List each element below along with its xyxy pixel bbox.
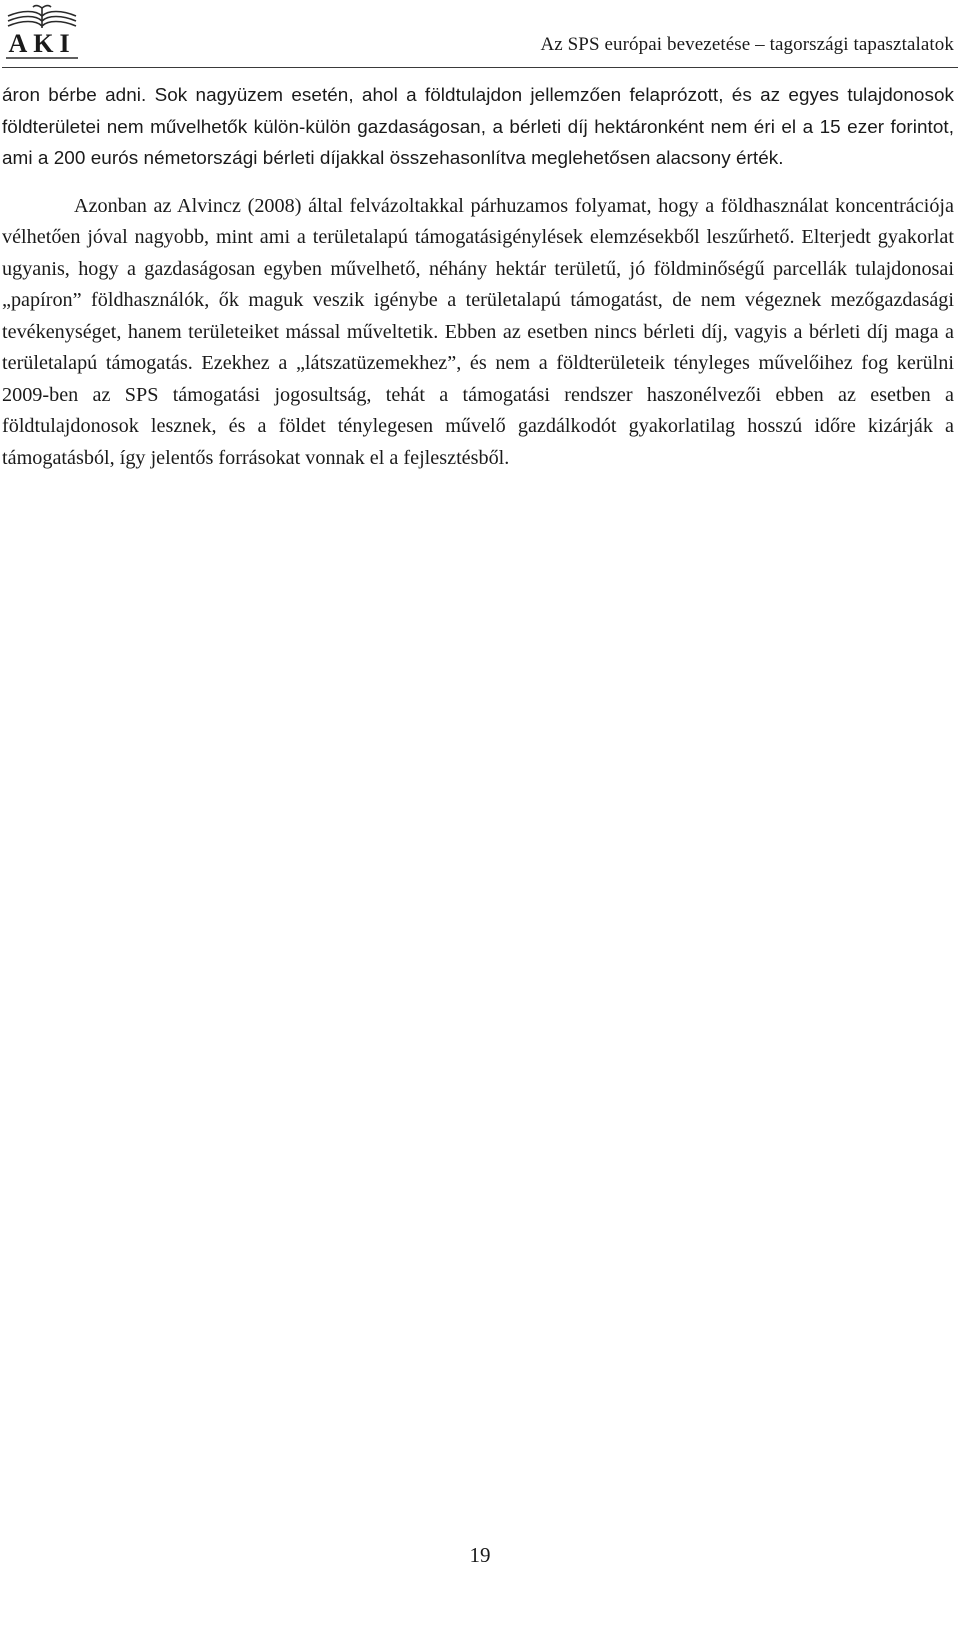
aki-logo-icon — [2, 2, 82, 68]
aki-logo-text: AKI — [8, 29, 76, 58]
page-header — [0, 0, 960, 72]
running-title: Az SPS európai bevezetése – tagországi tapasztalatok — [540, 34, 954, 55]
page-number: 19 — [469, 1543, 491, 1567]
paragraph-1: áron bérbe adni. Sok nagyüzem esetén, ahol a földtulajdon jellemzően felaprózott, és az egyes tulajdonosok földterületei nem művelhetők külön-külön gazdaságosan, a bérleti díj hektáronként nem éri el a 15 ezer forintot, ami a 200 eurós németországi bérleti díjakkal összehasonlítva meglehetősen alacsony érték. — [2, 85, 954, 169]
page-body — [2, 80, 954, 474]
aki-logo — [2, 2, 82, 68]
header-rule — [2, 67, 958, 68]
paragraph-2: Azonban az Alvincz (2008) által felvázoltakkal párhuzamos folyamat, hogy a földhasználat koncentrációja vélhetően jóval nagyobb, mint ami a területalapú támogatásigénylések elemzésekből leszűrhető. Elterjedt gyakorlat ugyanis, hogy a gazdaságosan egyben művelhető, néhány hektár területű, jó földminőségű parcellák tulajdonosai „papíron” földhasználók, ők maguk veszik igénybe a területalapú támogatást, de nem végeznek mezőgazdasági tevékenységet, hanem területeiket mással műveltetik. Ebben az esetben nincs bérleti díj, vagyis a bérleti díj maga a területalapú támogatás. Ezekhez a „látszatüzemekhez”, és nem a földterületeik tényleges művelőihez fog kerülni 2009-ben az SPS támogatási jogosultság, tehát a támogatási rendszer haszonélvezői ebben az esetben a földtulajdonosok lesznek, és a földet ténylegesen művelő gazdálkodót gyakorlatilag hosszú időre kizárják a támogatásból, így jelentős forrásokat vonnak el a fejlesztésből. — [2, 194, 954, 469]
